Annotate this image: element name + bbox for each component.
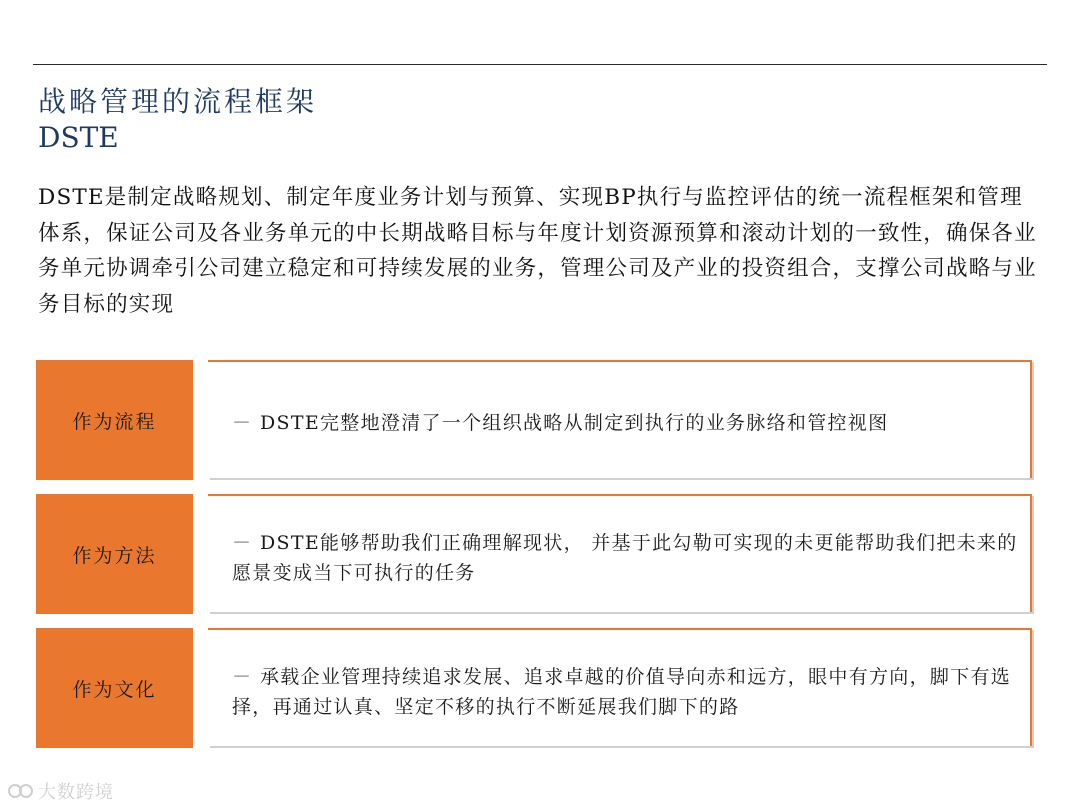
dash-bullet: －	[232, 532, 253, 554]
row-description: DSTE完整地澄清了一个组织战略从制定到执行的业务脉络和管控视图	[260, 412, 889, 434]
dash-bullet: －	[232, 666, 253, 688]
row-description: DSTE能够帮助我们正确理解现状， 并基于此勾勒可实现的未更能帮助我们把未来的愿景变成当下可执行的任务	[232, 532, 1018, 584]
row-text-process	[232, 408, 1032, 438]
row-text-method	[232, 528, 1032, 588]
page-title: 战略管理的流程框架	[38, 85, 318, 118]
watermark	[8, 778, 114, 804]
intro-paragraph: DSTE是制定战略规划、制定年度业务计划与预算、实现BP执行与监控评估的统一流程框架和管理体系，保证公司及各业务单元的中长期战略目标与年度计划资源预算和滚动计划的一致性，确保各业务单元协调牵引公司建立稳定和可持续发展的业务，管理公司及产业的投资组合，支撑公司战略与业务目标的实现	[38, 185, 1037, 317]
row-text-culture	[232, 662, 1032, 722]
watermark-text: 大数跨境	[38, 782, 114, 803]
dash-bullet: －	[232, 412, 253, 434]
page-subtitle: DSTE	[38, 121, 119, 154]
top-divider	[33, 64, 1047, 65]
row-label-process: 作为流程	[36, 360, 193, 480]
row-process	[36, 360, 1034, 480]
row-culture	[36, 628, 1034, 748]
row-label-culture: 作为文化	[36, 628, 193, 748]
row-method	[36, 494, 1034, 614]
row-label-method: 作为方法	[36, 494, 193, 614]
brand-logo-icon	[8, 782, 34, 800]
row-description: 承载企业管理持续追求发展、追求卓越的价值导向赤和远方，眼中有方向，脚下有选择，再通过认真、坚定不移的执行不断延展我们脚下的路	[232, 666, 1012, 718]
